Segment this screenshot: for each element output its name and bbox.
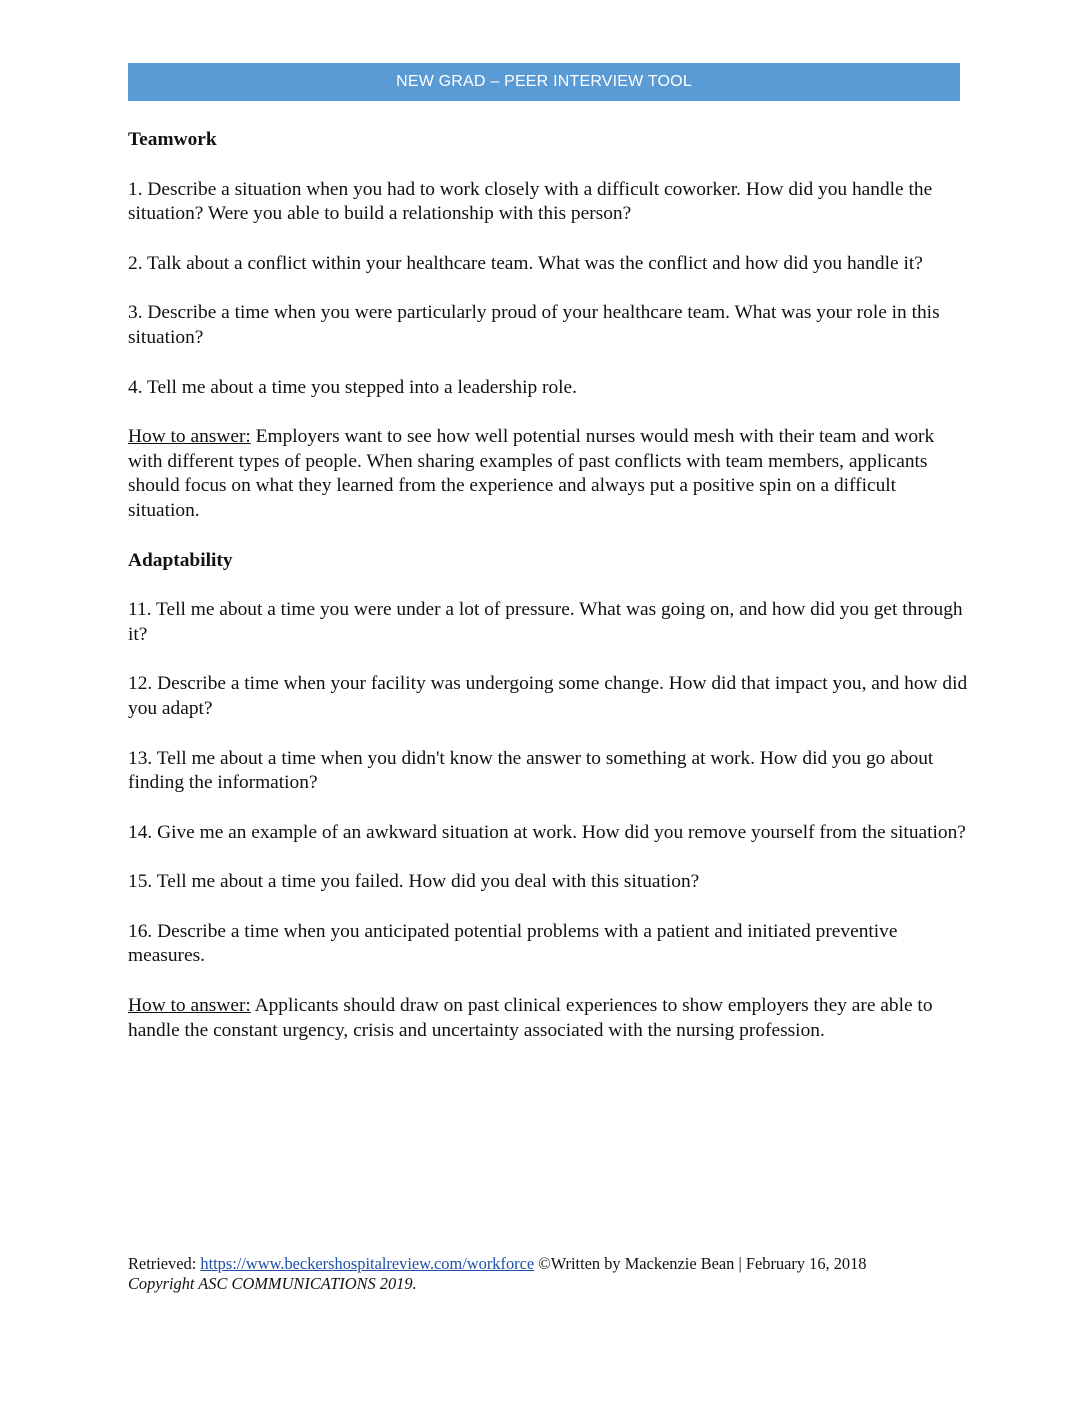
how-to-answer-text: Applicants should draw on past clinical experiences to show employers they are able to handle the constant urgency, crisis and uncertainty associated with the nursing profession. [128,995,933,1041]
question-11: 11. Tell me about a time you were under a lot of pressure. What was going on, and how did you get through it? [128,599,963,645]
copyright-notice: Copyright ASC COMMUNICATIONS 2019. [128,1274,417,1293]
how-to-answer-text: Employers want to see how well potential nurses would mesh with their team and work with different types of people. When sharing examples of past conflicts with team members, applicants should focus on what they learned from the experience and always put a positive spin on a difficult situation. [128,426,935,521]
how-to-answer-label: How to answer: [128,995,251,1017]
question-13: 13. Tell me about a time when you didn't know the answer to something at work. How did you go about finding the information? [128,747,934,794]
question-1: 1. Describe a situation when you had to work closely with a difficult coworker. How did you handle the situation? Were you able to build a relationship with this person? [128,178,933,225]
source-link[interactable]: https://www.beckershospitalreview.com/workforce [200,1254,535,1273]
source-line [128,1254,988,1274]
document-body [128,128,968,1068]
question-12: 12. Describe a time when your facility was undergoing some change. How did that impact you, and how did you adapt? [128,673,968,719]
how-to-answer-teamwork [128,425,968,523]
question-16: 16. Describe a time when you anticipated potential problems with a patient and initiated preventive measures. [128,920,898,967]
section-heading-adaptability: Adaptability [128,549,233,571]
page-footer [128,1254,988,1294]
how-to-answer-adaptability [128,994,968,1043]
question-3: 3. Describe a time when you were particularly proud of your healthcare team. What was your role in this situation? [128,302,940,348]
author-date: ©Written by Mackenzie Bean | February 16, 2018 [534,1254,867,1273]
question-14: 14. Give me an example of an awkward situation at work. How did you remove yourself from the situation? [128,821,966,843]
retrieved-label: Retrieved: [128,1254,201,1273]
question-15: 15. Tell me about a time you failed. How did you deal with this situation? [128,871,700,893]
page-header-banner: NEW GRAD – PEER INTERVIEW TOOL [128,63,960,101]
section-heading-teamwork: Teamwork [128,129,217,150]
question-2: 2. Talk about a conflict within your healthcare team. What was the conflict and how did you handle it? [128,252,923,274]
how-to-answer-label: How to answer: [128,426,251,448]
question-4: 4. Tell me about a time you stepped into a leadership role. [128,376,577,398]
